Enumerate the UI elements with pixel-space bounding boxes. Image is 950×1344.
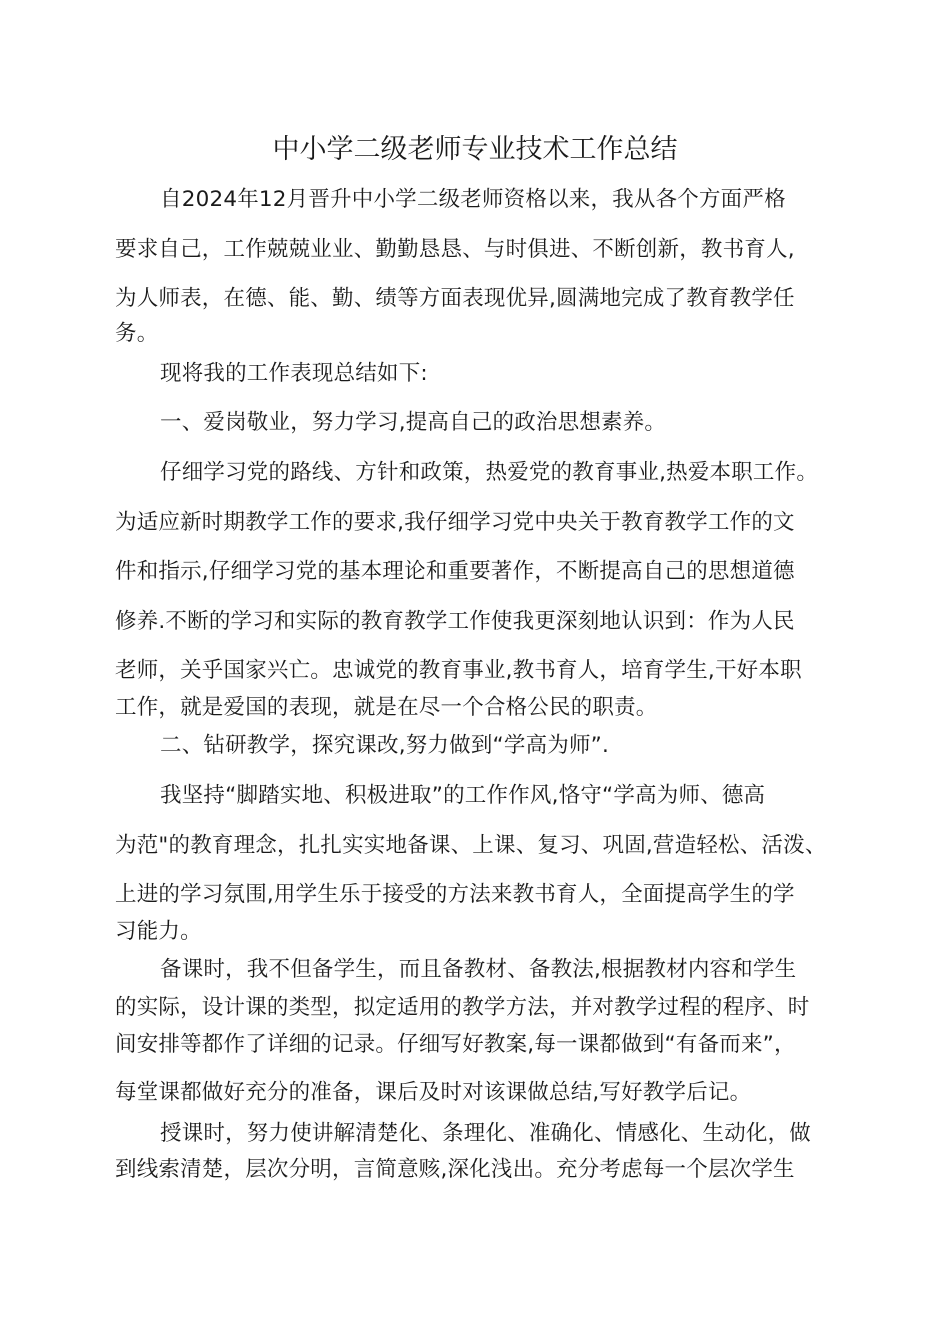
paragraph-line: 备课时，我不但备学生，而且备教材、备教法,根据教材内容和学生 bbox=[160, 957, 797, 982]
paragraph-line: 间安排等都作了详细的记录。仔细写好教案,每一课都做到“有备而来”， bbox=[115, 1032, 796, 1057]
paragraph-line: 为范"的教育理念，扎扎实实地备课、上课、复习、巩固,营造轻松、活泼、 bbox=[115, 833, 827, 858]
paragraph-line: 习能力。 bbox=[115, 919, 202, 944]
paragraph-line: 修养.不断的学习和实际的教育教学工作使我更深刻地认识到：作为人民 bbox=[115, 609, 795, 634]
paragraph-line: 每堂课都做好充分的准备，课后及时对该课做总结,写好教学后记。 bbox=[115, 1080, 752, 1105]
paragraph-line: 为适应新时期教学工作的要求,我仔细学习党中央关于教育教学工作的文 bbox=[115, 510, 795, 535]
paragraph-line: 我坚持“脚踏实地、积极进取”的工作作风,恪守“学高为师、德高 bbox=[160, 783, 766, 808]
paragraph-line: 仔细学习党的路线、方针和政策，热爱党的教育事业,热爱本职工作。 bbox=[160, 460, 819, 485]
paragraph-line: 要求自己，工作兢兢业业、勤勤恳恳、与时俱进、不断创新，教书育人, bbox=[115, 237, 795, 262]
paragraph-line: 现将我的工作表现总结如下: bbox=[160, 361, 428, 386]
paragraph-line: 件和指示,仔细学习党的基本理论和重要著作，不断提高自己的思想道德 bbox=[115, 559, 795, 584]
paragraph-line: 工作，就是爱国的表现，就是在尽一个合格公民的职责。 bbox=[115, 695, 658, 720]
section-heading: 一、爱岗敬业，努力学习,提高自己的政治思想素养。 bbox=[160, 410, 667, 435]
page-title: 中小学二级老师专业技术工作总结 bbox=[272, 134, 678, 165]
paragraph-line: 自2024年12月晋升中小学二级老师资格以来，我从各个方面严格 bbox=[160, 187, 786, 212]
paragraph-line: 到线索清楚，层次分明，言简意赅,深化浅出。充分考虑每一个层次学生 bbox=[115, 1157, 795, 1182]
paragraph-line: 的实际，设计课的类型，拟定适用的教学方法，并对教学过程的程序、时 bbox=[115, 995, 810, 1020]
section-heading: 二、钻研教学，探究课改,努力做到“学高为师”. bbox=[160, 733, 610, 758]
paragraph-line: 上进的学习氛围,用学生乐于接受的方法来教书育人，全面提高学生的学 bbox=[115, 882, 795, 907]
paragraph-line: 为人师表，在德、能、勤、绩等方面表现优异,圆满地完成了教育教学任 bbox=[115, 286, 795, 311]
paragraph-line: 务。 bbox=[115, 321, 159, 346]
paragraph-line: 老师，关乎国家兴亡。忠诚党的教育事业,教书育人，培育学生,干好本职 bbox=[115, 658, 802, 683]
paragraph-line: 授课时，努力使讲解清楚化、条理化、准确化、情感化、生动化，做 bbox=[160, 1121, 812, 1146]
